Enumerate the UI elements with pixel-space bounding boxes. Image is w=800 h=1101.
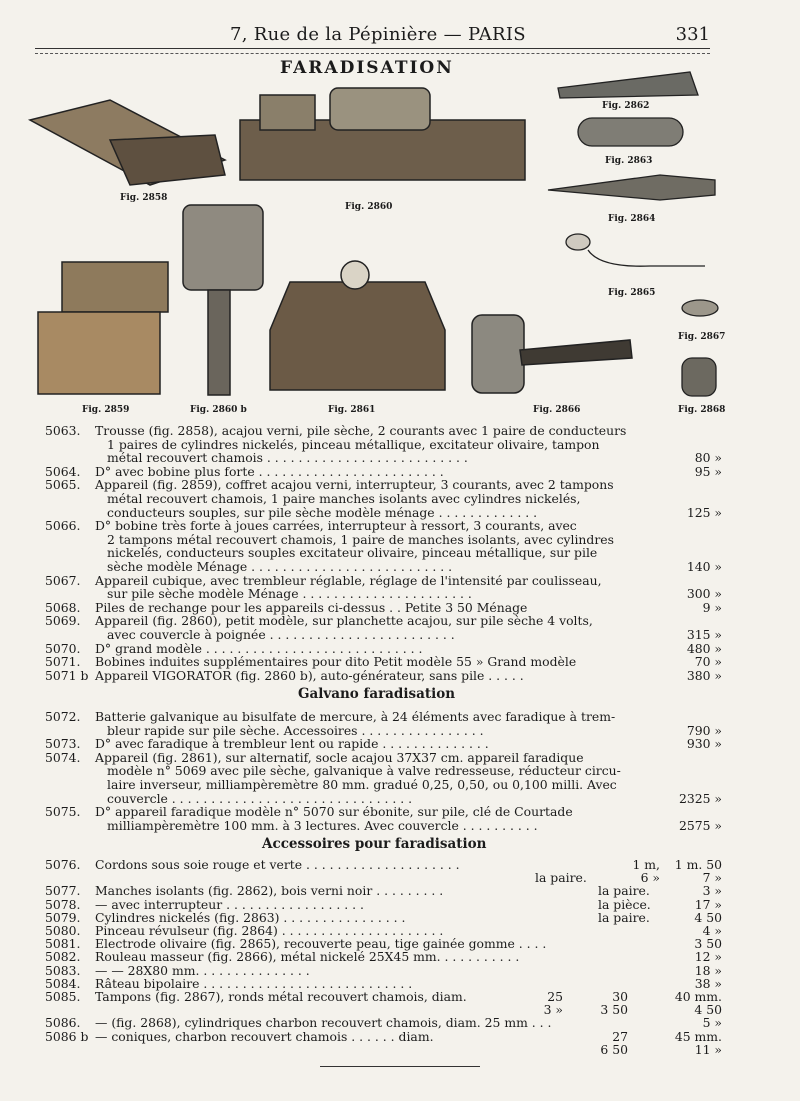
galvano-title: Galvano faradisation bbox=[298, 686, 456, 702]
item-unit: la paire. bbox=[598, 883, 650, 899]
item-text: D° avec bobine plus forte . . . . . . . . . . . . . . . . . . . . . . . . bbox=[95, 463, 444, 479]
item-number: 5085. bbox=[45, 989, 81, 1004]
item-number: 5086. bbox=[45, 1015, 81, 1031]
item-text: 2 tampons métal recouvert chamois, 1 paire de manches isolants, avec cylindres bbox=[107, 531, 614, 547]
caption-2867: Fig. 2867 bbox=[678, 332, 726, 342]
item-number: 5081. bbox=[45, 936, 81, 952]
caption-2864: Fig. 2864 bbox=[608, 214, 656, 224]
item-text: — coniques, charbon recouvert chamois . . . . . . diam. bbox=[95, 1028, 434, 1044]
item-text: D° appareil faradique modèle n° 5070 sur ébonite, sur pile, clé de Courtade bbox=[95, 804, 573, 820]
item-price: 4 » bbox=[702, 923, 722, 938]
item-text: Cylindres nickelés (fig. 2863) . . . . . . . . . . . . . . . . bbox=[95, 909, 406, 925]
item-text: milliampèremètre 100 mm. à 3 lectures. Avec couvercle . . . . . . . . . . bbox=[107, 817, 538, 833]
item-price: 930 » bbox=[686, 736, 722, 752]
item-text: D° grand modèle . . . . . . . . . . . . . . . . . . . . . . . . . . . . bbox=[95, 640, 423, 656]
item-number: 5076. bbox=[45, 857, 81, 872]
section-title: FARADISATION bbox=[280, 58, 454, 78]
item-text: Appareil (fig. 2861), sur alternatif, socle acajou 37X37 cm. appareil faradique bbox=[95, 749, 584, 765]
item-price: 80 » bbox=[694, 450, 722, 466]
figure-2860-apparatus bbox=[240, 88, 525, 180]
item-price: 38 » bbox=[694, 975, 722, 991]
figure-2868-tampon bbox=[682, 358, 716, 396]
item-text: — (fig. 2868), cylindriques charbon recouvert chamois, diam. 25 mm . . . bbox=[95, 1015, 552, 1031]
item-unit: la paire. bbox=[598, 909, 650, 925]
item-price: 2575 » bbox=[678, 817, 722, 833]
item-col-3: 11 » bbox=[694, 1041, 722, 1057]
item-price: 17 » bbox=[694, 896, 722, 912]
figure-2858-case bbox=[30, 100, 225, 185]
item-text: D° bobine très forte à joues carrées, interrupteur à ressort, 3 courants, avec bbox=[95, 518, 577, 534]
item-col-2: 6 50 bbox=[600, 1041, 628, 1057]
figure-2865-electrode bbox=[566, 234, 705, 266]
figure-2864-brush bbox=[548, 175, 715, 200]
item-text: bleur rapide sur pile sèche. Accessoires . . . . . . . . . . . . . . . . bbox=[107, 722, 484, 738]
item-text: Appareil (fig. 2860), petit modèle, sur planchette acajou, sur pile sèche 4 volts, bbox=[95, 613, 593, 629]
item-col-3: 4 50 bbox=[694, 1002, 722, 1018]
item-price: 790 » bbox=[686, 722, 722, 738]
item-text: Trousse (fig. 2858), acajou verni, pile sèche, 2 courants avec 1 paire de conducteurs bbox=[95, 423, 627, 438]
item-text: métal recouvert chamois, 1 paire manches isolants avec cylindres nickelés, bbox=[107, 491, 581, 506]
caption-2862: Fig. 2862 bbox=[602, 101, 650, 111]
item-text: conducteurs souples, sur pile sèche modèle ménage . . . . . . . . . . . . . bbox=[107, 504, 538, 520]
item-price: 18 » bbox=[694, 962, 722, 978]
item-number: 5070. bbox=[45, 640, 81, 656]
accessories-title: Accessoires pour faradisation bbox=[262, 836, 487, 852]
item-number: 5082. bbox=[45, 949, 81, 965]
item-text: Rouleau masseur (fig. 2866), métal nickelé 25X45 mm. . . . . . . . . . . bbox=[95, 949, 520, 965]
item-text: nickelés, conducteurs souples excitateur olivaire, pinceau métallique, sur pile bbox=[107, 545, 598, 561]
figure-2867-tampon bbox=[682, 300, 718, 316]
item-price: 1 m. 50 bbox=[674, 857, 722, 872]
caption-2866: Fig. 2866 bbox=[533, 405, 581, 415]
item-number: 5080. bbox=[45, 923, 81, 938]
item-text: sèche modèle Ménage . . . . . . . . . . . . . . . . . . . . . . . . . . bbox=[107, 559, 453, 574]
caption-2868: Fig. 2868 bbox=[678, 405, 726, 415]
item-number: 5067. bbox=[45, 572, 81, 588]
figure-2862-handle bbox=[558, 72, 698, 98]
item-number: 5069. bbox=[45, 613, 81, 629]
item-price: 125 » bbox=[686, 504, 722, 520]
caption-2860b: Fig. 2860 b bbox=[190, 405, 247, 415]
illustrations bbox=[0, 0, 800, 410]
page-number: 331 bbox=[675, 24, 710, 45]
item-number: 5084. bbox=[45, 975, 81, 991]
item-number: 5083. bbox=[45, 962, 81, 978]
figure-2861-apparatus bbox=[270, 261, 445, 390]
item-text: Manches isolants (fig. 2862), bois verni noir . . . . . . . . . bbox=[95, 883, 444, 899]
item-price: 70 » bbox=[694, 654, 722, 670]
item-text: Tampons (fig. 2867), ronds métal recouvert chamois, diam. bbox=[95, 989, 467, 1004]
item-text: 1 paires de cylindres nickelés, pinceau métallique, excitateur olivaire, tampon bbox=[107, 436, 600, 452]
caption-2858: Fig. 2858 bbox=[120, 193, 168, 203]
item-unit: la paire. bbox=[535, 870, 587, 886]
item-price: 3 » bbox=[702, 883, 722, 899]
item-price: 3 50 bbox=[694, 936, 722, 952]
item-text: modèle n° 5069 avec pile sèche, galvanique à valve redresseuse, réducteur circu- bbox=[107, 763, 621, 779]
item-number: 5072. bbox=[45, 709, 81, 724]
item-text: laire inverseur, milliampèremètre 80 mm. gradué 0,25, 0,50, ou 0,100 milli. Avec bbox=[107, 777, 617, 792]
item-text: Appareil (fig. 2859), coffret acajou verni, interrupteur, 3 courants, avec 2 tampons bbox=[95, 477, 614, 493]
item-price: 480 » bbox=[686, 640, 722, 656]
caption-2865: Fig. 2865 bbox=[608, 288, 656, 298]
figure-2860b-vigorator bbox=[183, 205, 263, 395]
figure-2863-cylinder bbox=[578, 118, 683, 146]
item-price: 300 » bbox=[686, 586, 722, 602]
footer-rule bbox=[320, 1066, 480, 1067]
item-text: Batterie galvanique au bisulfate de mercure, à 24 éléments avec faradique à trem- bbox=[95, 709, 616, 724]
item-text: — — 28X80 mm. . . . . . . . . . . . . . . bbox=[95, 962, 310, 978]
item-price: 2325 » bbox=[678, 790, 722, 806]
item-price-a: 6 » bbox=[640, 870, 660, 886]
item-text: métal recouvert chamois . . . . . . . . . . . . . . . . . . . . . . . . . . bbox=[107, 450, 468, 466]
item-text: Electrode olivaire (fig. 2865), recouverte peau, tige gainée gomme . . . . bbox=[95, 936, 547, 952]
item-price: 5 » bbox=[702, 1015, 722, 1031]
figure-2866-roller bbox=[472, 315, 632, 393]
item-col-2: 30 bbox=[612, 989, 628, 1004]
item-number: 5065. bbox=[45, 477, 81, 493]
item-col-1: 25 bbox=[547, 989, 563, 1004]
item-col-2: 27 bbox=[612, 1028, 628, 1044]
item-text: Bobines induites supplémentaires pour dito Petit modèle 55 » Grand modèle bbox=[95, 654, 577, 670]
item-col-2: 3 50 bbox=[600, 1002, 628, 1018]
item-text: D° avec faradique à trembleur lent ou rapide . . . . . . . . . . . . . . bbox=[95, 736, 489, 752]
item-text: avec couvercle à poignée . . . . . . . . . . . . . . . . . . . . . . . . bbox=[107, 627, 455, 642]
item-number: 5064. bbox=[45, 463, 81, 479]
item-text: Appareil VIGORATOR (fig. 2860 b), auto-générateur, sans pile . . . . . bbox=[95, 667, 524, 683]
item-price: 315 » bbox=[686, 627, 722, 642]
item-number: 5077. bbox=[45, 883, 81, 899]
item-col-3: 45 mm. bbox=[674, 1028, 722, 1044]
figure-2859-box bbox=[38, 262, 168, 394]
item-text: Pinceau révulseur (fig. 2864) . . . . . . . . . . . . . . . . . . . . . bbox=[95, 923, 444, 938]
item-text: sur pile sèche modèle Ménage . . . . . . . . . . . . . . . . . . . . . . bbox=[107, 586, 472, 602]
item-text: Piles de rechange pour les appareils ci-dessus . . Petite 3 50 Ménage bbox=[95, 599, 528, 615]
item-price: 95 » bbox=[694, 463, 722, 479]
item-text: couvercle . . . . . . . . . . . . . . . . . . . . . . . . . . . . . . . bbox=[107, 790, 413, 806]
caption-2859: Fig. 2859 bbox=[82, 405, 130, 415]
item-number: 5071 b bbox=[45, 667, 89, 683]
item-number: 5068. bbox=[45, 599, 81, 615]
item-number: 5074. bbox=[45, 749, 81, 765]
item-text: Râteau bipolaire . . . . . . . . . . . . . . . . . . . . . . . . . . . bbox=[95, 975, 413, 991]
item-number: 5063. bbox=[45, 423, 81, 438]
item-number: 5066. bbox=[45, 518, 81, 534]
item-price: 140 » bbox=[686, 559, 722, 574]
item-price: 9 » bbox=[702, 599, 722, 615]
item-price-a: 1 m, bbox=[632, 857, 660, 872]
item-unit: la pièce. bbox=[598, 896, 651, 912]
item-number: 5086 b bbox=[45, 1028, 89, 1044]
item-text: Cordons sous soie rouge et verte . . . . . . . . . . . . . . . . . . . . bbox=[95, 857, 460, 872]
item-price: 380 » bbox=[686, 667, 722, 683]
item-number: 5071. bbox=[45, 654, 81, 670]
item-number: 5079. bbox=[45, 909, 81, 925]
item-price: 7 » bbox=[702, 870, 722, 886]
header-title: 7, Rue de la Pépinière — PARIS bbox=[230, 24, 526, 45]
caption-2860: Fig. 2860 bbox=[345, 202, 393, 212]
item-text: Appareil cubique, avec trembleur réglable, réglage de l'intensité par coulisseau, bbox=[95, 572, 602, 588]
item-number: 5075. bbox=[45, 804, 81, 820]
item-price: 12 » bbox=[694, 949, 722, 965]
caption-2863: Fig. 2863 bbox=[605, 156, 653, 166]
item-text: — avec interrupteur . . . . . . . . . . . . . . . . . . bbox=[95, 896, 364, 912]
item-price: 4 50 bbox=[694, 909, 722, 925]
caption-2861: Fig. 2861 bbox=[328, 405, 376, 415]
item-number: 5078. bbox=[45, 896, 81, 912]
item-col-3: 40 mm. bbox=[674, 989, 722, 1004]
item-number: 5073. bbox=[45, 736, 81, 752]
item-col-1: 3 » bbox=[543, 1002, 563, 1018]
